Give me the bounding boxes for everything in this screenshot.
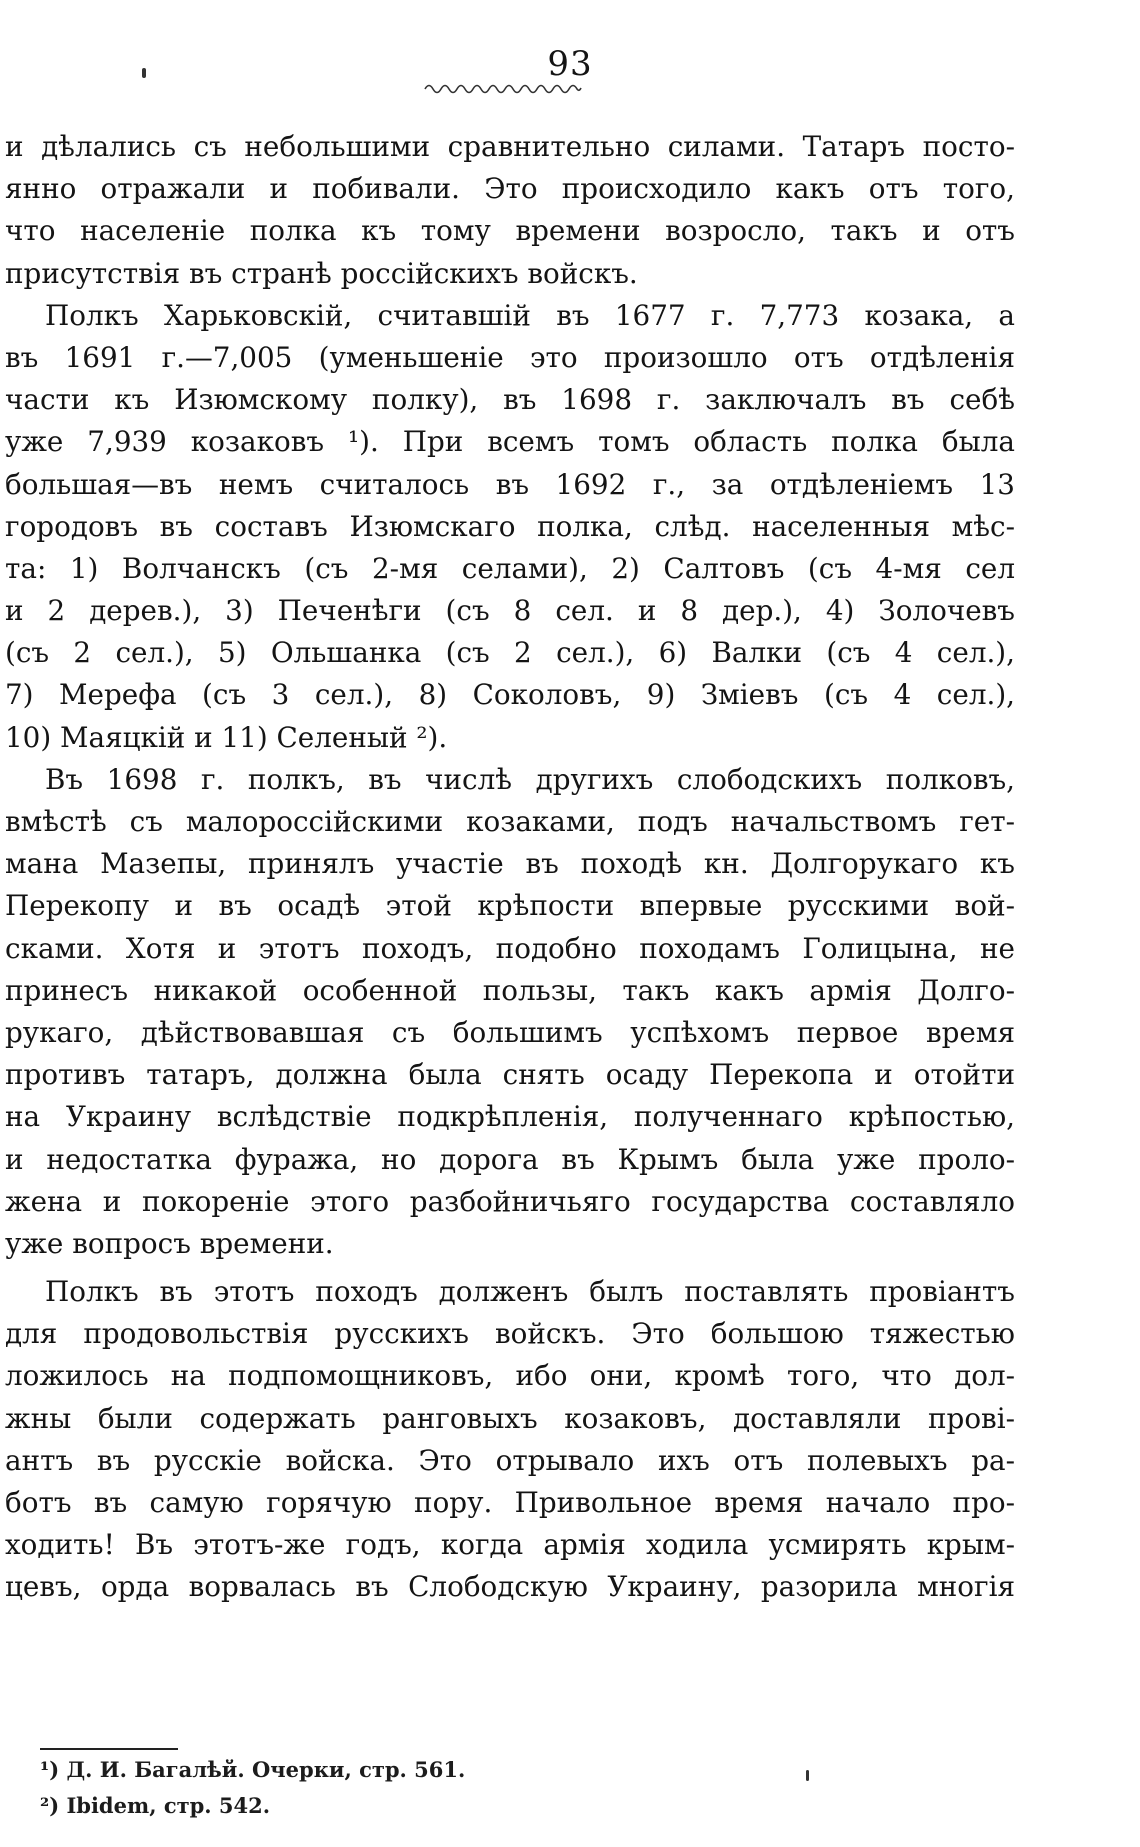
text-line: уже вопросъ времени.	[5, 1226, 334, 1260]
text-line: рукаго, дѣйствовавшая съ большимъ успѣхомъ первое время	[5, 1015, 1015, 1049]
text-line: сками. Хотя и этотъ походъ, подобно походамъ Голицына, не	[5, 931, 1015, 965]
text-line: на Украину вслѣдствіе подкрѣпленія, полученнаго крѣпостью,	[5, 1100, 1015, 1134]
text-line: жны были содержать ранговыхъ козаковъ, доставляли прові-	[5, 1401, 1015, 1435]
text-line: Перекопу и въ осадѣ этой крѣпости впервые русскими вой-	[5, 889, 1015, 923]
text-line: та: 1) Волчанскъ (съ 2-мя селами), 2) Салтовъ (съ 4-мя сел	[5, 551, 1015, 585]
text-line: антъ въ русскіе войска. Это отрывало ихъ отъ полевыхъ ра-	[5, 1443, 1015, 1477]
text-line: противъ татаръ, должна была снять осаду Перекопа и отойти	[5, 1058, 1015, 1092]
text-line: уже 7,939 козаковъ ¹). При всемъ томъ область полка была	[5, 425, 1015, 459]
text-line: и 2 дерев.), 3) Печенѣги (съ 8 сел. и 8 дер.), 4) Золочевъ	[5, 594, 1015, 628]
text-line: 7) Мерефа (съ 3 сел.), 8) Соколовъ, 9) Зміевъ (съ 4 сел.),	[5, 678, 1015, 712]
text-line: мана Мазепы, принялъ участіе въ походѣ кн. Долгорукаго къ	[5, 847, 1015, 881]
text-line: ботъ въ самую горячую пору. Привольное время начало про-	[5, 1486, 1015, 1519]
print-speck	[806, 1770, 809, 1781]
text-line: въ 1691 г.—7,005 (уменьшеніе это произошло отъ отдѣленія	[5, 340, 1015, 374]
text-line: части къ Изюмскому полку), въ 1698 г. заключалъ въ себѣ	[5, 383, 1015, 417]
text-line: ходить! Въ этотъ-же годъ, когда армія ходила усмирять крым-	[5, 1528, 1015, 1562]
text-line: Полкъ Харьковскій, считавшій въ 1677 г. 7,773 козака, а	[45, 298, 1015, 332]
text-line: 10) Маяцкій и 11) Селеный ²).	[5, 720, 448, 754]
header-ornament	[423, 80, 583, 96]
paragraph	[5, 126, 1015, 295]
page-number: 93	[547, 44, 593, 84]
text-line: жена и покореніе этого разбойничьяго государства составляло	[5, 1184, 1015, 1218]
footnotes	[40, 1752, 740, 1824]
text-line: и недостатка фуража, но дорога въ Крымъ была уже проло-	[5, 1142, 1015, 1176]
paragraph	[5, 295, 1015, 759]
body-text	[5, 126, 1015, 1609]
text-line: янно отражали и побивали. Это происходило какъ отъ того,	[5, 172, 1015, 206]
footnote-2: ²) Ibidem, стр. 542.	[40, 1793, 271, 1818]
paragraph	[5, 1271, 1015, 1609]
footnote-divider	[40, 1748, 178, 1750]
text-line: что населеніе полка къ тому времени возросло, такъ и отъ	[5, 214, 1015, 248]
text-line: присутствія въ странѣ россійскихъ войскъ.	[5, 256, 638, 290]
text-line: городовъ въ составъ Изюмскаго полка, слѣд. населенныя мѣс-	[5, 509, 1015, 543]
text-line: вмѣстѣ съ малороссійскими козаками, подъ начальствомъ гет-	[5, 805, 1015, 838]
text-line: Въ 1698 г. полкъ, въ числѣ другихъ слободскихъ полковъ,	[45, 762, 1015, 796]
text-line: ложилось на подпомощниковъ, ибо они, кромѣ того, что дол-	[5, 1359, 1015, 1393]
text-line: (съ 2 сел.), 5) Ольшанка (съ 2 сел.), 6) Валки (съ 4 сел.),	[5, 636, 1015, 670]
paragraph	[5, 759, 1015, 1265]
text-line: и дѣлались съ небольшими сравнительно силами. Татаръ посто-	[5, 130, 1015, 163]
text-line: большая—въ немъ считалось въ 1692 г., за отдѣленіемъ 13	[5, 467, 1015, 501]
text-line: принесъ никакой особенной пользы, такъ какъ армія Долго-	[5, 973, 1015, 1007]
text-line: цевъ, орда ворвалась въ Слободскую Украину, разорила многія	[5, 1570, 1015, 1604]
print-speck	[142, 68, 146, 78]
text-line: для продовольствія русскихъ войскъ. Это большою тяжестью	[5, 1317, 1015, 1351]
footnote-1: ¹) Д. И. Багалѣй. Очерки, стр. 561.	[40, 1757, 466, 1782]
text-line: Полкъ въ этотъ походъ долженъ былъ поставлять провіантъ	[45, 1275, 1015, 1309]
